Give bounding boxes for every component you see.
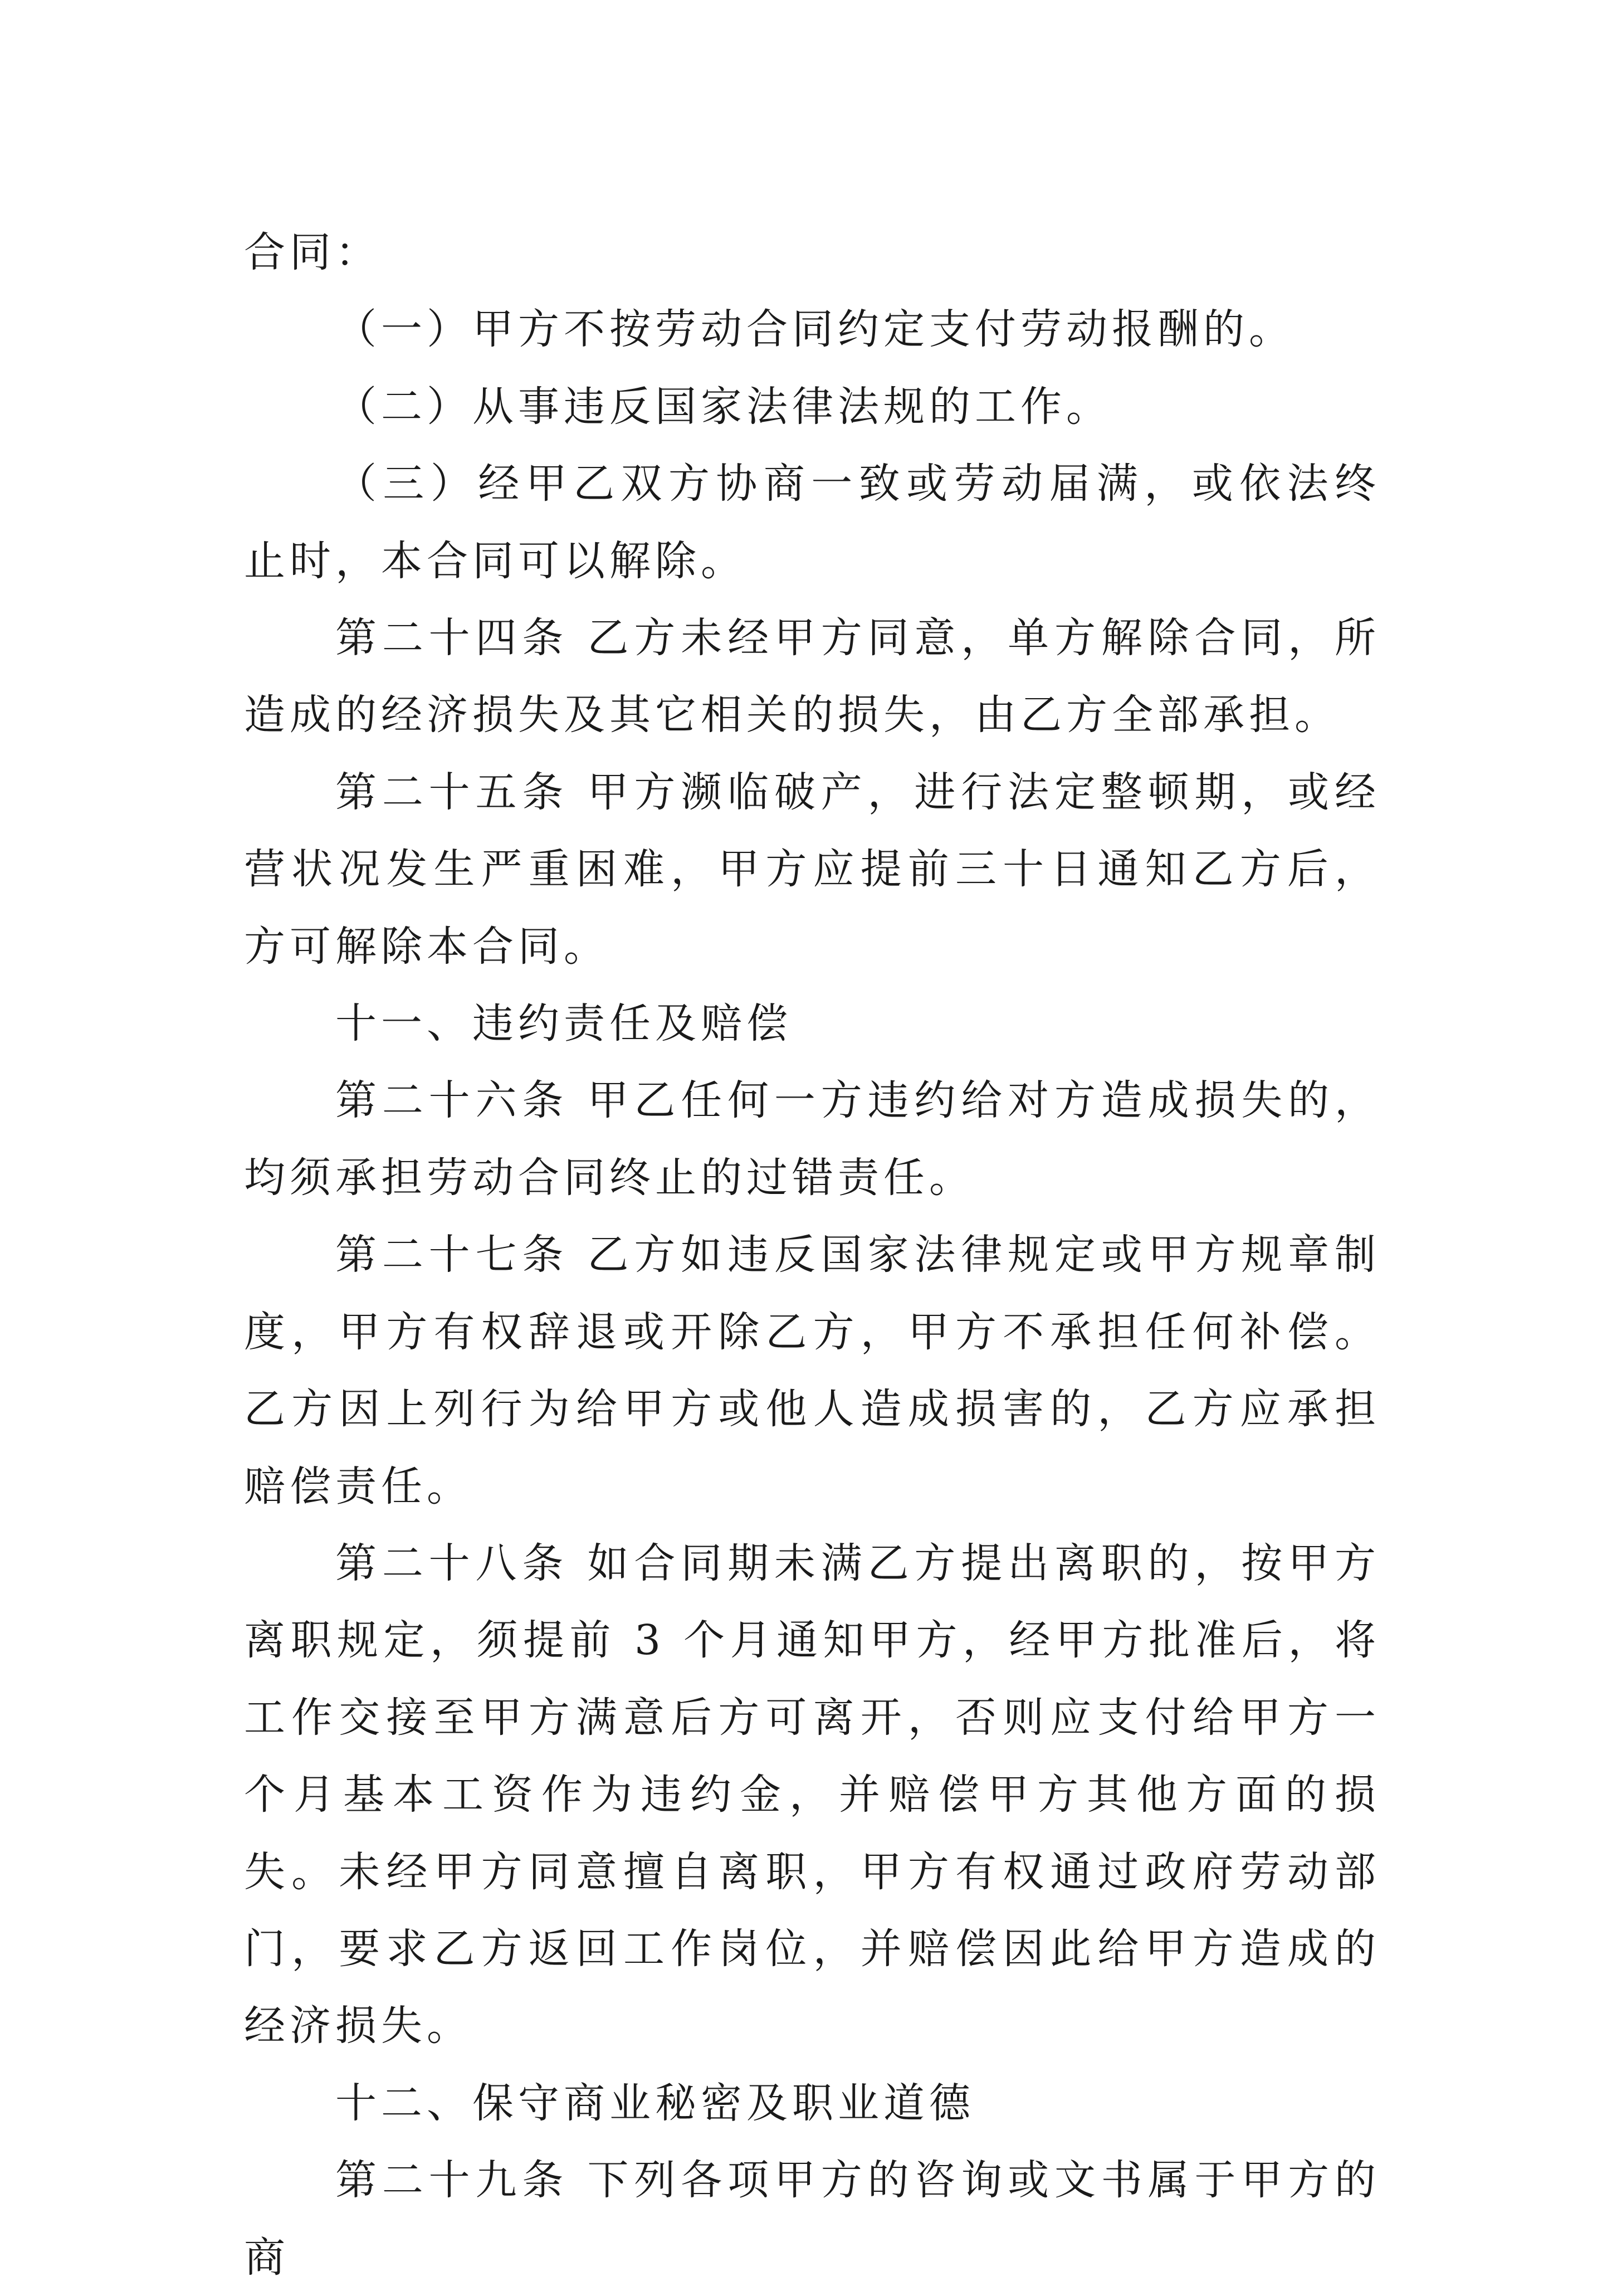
paragraph-item-3: （三）经甲乙双方协商一致或劳动届满，或依法终止时，本合同可以解除。 <box>244 460 1380 585</box>
document-body <box>244 214 1380 2296</box>
paragraph-article-28: 第二十八条 如合同期未满乙方提出离职的，按甲方离职规定，须提前 3 个月通知甲方，经甲方批准后，将工作交接至甲方满意后方可离开，否则应支付给甲方一个月基本工资作为违约金，并赔偿甲方其他方面的损失。未经甲方同意擅自离职，甲方有权通过政府劳动部门，要求乙方返回工作岗位，并赔偿因此给甲方造成的经济损失。 <box>244 1539 1380 2050</box>
paragraph-contract-heading: 合同： <box>244 228 381 276</box>
section-heading-11: 十一、违约责任及赔偿 <box>335 1000 792 1048</box>
paragraph-article-24: 第二十四条 乙方未经甲方同意，单方解除合同，所造成的经济损失及其它相关的损失，由乙方全部承担。 <box>244 614 1380 739</box>
paragraph-article-26: 第二十六条 甲乙任何一方违约给对方造成损失的，均须承担劳动合同终止的过错责任。 <box>244 1076 1380 1202</box>
paragraph-article-27: 第二十七条 乙方如违反国家法律规定或甲方规章制度，甲方有权辞退或开除乙方，甲方不承担任何补偿。乙方因上列行为给甲方或他人造成损害的，乙方应承担赔偿责任。 <box>244 1231 1380 1510</box>
paragraph-article-29: 第二十九条 下列各项甲方的咨询或文书属于甲方的商 <box>244 2156 1380 2282</box>
paragraph-article-25: 第二十五条 甲方濒临破产，进行法定整顿期，或经营状况发生严重困难，甲方应提前三十日通知乙方后，方可解除本合同。 <box>244 768 1380 971</box>
paragraph-item-1: （一）甲方不按劳动合同约定支付劳动报酬的。 <box>335 305 1295 354</box>
paragraph-item-2: （二）从事违反国家法律法规的工作。 <box>335 382 1112 431</box>
section-heading-12: 十二、保守商业秘密及职业道德 <box>335 2079 975 2127</box>
